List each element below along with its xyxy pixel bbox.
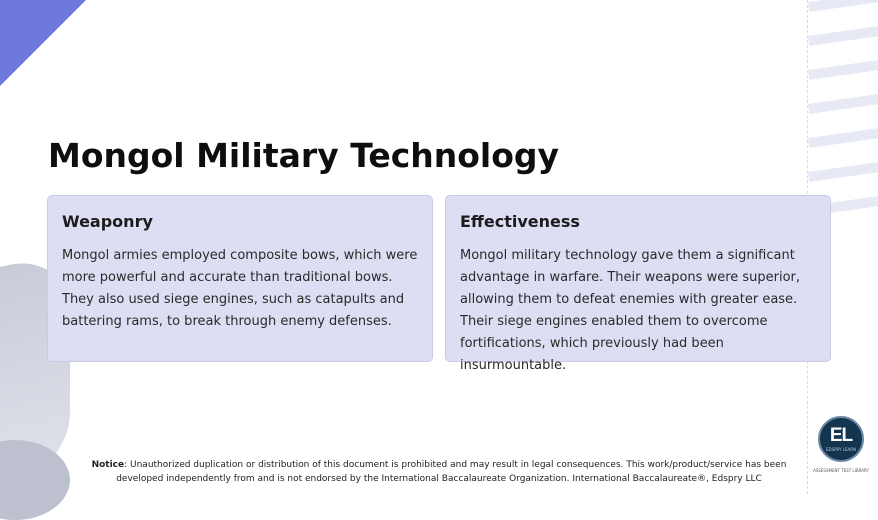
logo-tagline: ASSESSMENT TEST LIBRARY bbox=[813, 468, 869, 473]
edspry-logo bbox=[818, 416, 864, 462]
corner-decoration bbox=[0, 0, 86, 86]
notice-label: Notice bbox=[91, 460, 125, 470]
card-body: Mongol armies employed composite bows, which were more powerful and accurate than traditional bows. They also used siege engines, such as catapults and battering rams, to break through enemy defenses. bbox=[62, 248, 418, 329]
notice-text: : Unauthorized duplication or distribution of this document is prohibited and may result in legal consequences. This work/product/service has been developed independently from and is not endorsed by the International Baccalaureate Organization. International Baccalaureate®, Edspry LLC bbox=[116, 460, 787, 484]
card-body: Mongol military technology gave them a significant advantage in warfare. Their weapons were superior, allowing them to defeat enemies with greater ease. Their siege engines enabled them to overcome fortifications, which previously had been insurmountable. bbox=[460, 248, 801, 373]
weaponry-card bbox=[47, 195, 433, 362]
logo-subtext: EDSPRY LEARN bbox=[825, 447, 857, 452]
card-heading: Weaponry bbox=[62, 212, 153, 231]
logo-text: EL bbox=[829, 425, 853, 446]
left-decoration-bottom bbox=[0, 440, 70, 520]
card-heading: Effectiveness bbox=[460, 212, 580, 231]
footer-notice bbox=[86, 458, 792, 486]
effectiveness-card bbox=[445, 195, 831, 373]
slide-title: Mongol Military Technology bbox=[48, 136, 560, 175]
